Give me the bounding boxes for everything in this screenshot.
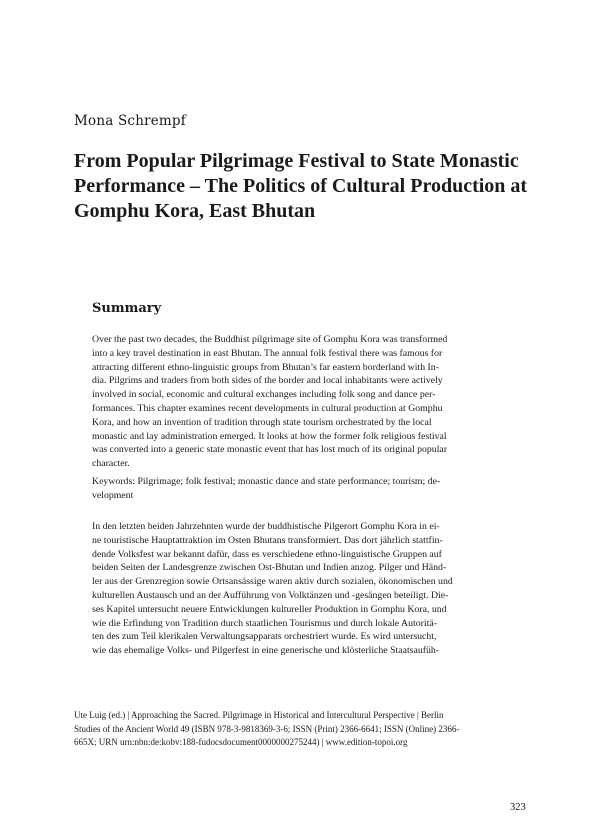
summary-heading: Summary: [92, 301, 162, 316]
citation-footer: [74, 709, 544, 750]
text-line: Over the past two decades, the Buddhist pilgrimage site of Gomphu Kora was transformed: [92, 334, 448, 345]
keywords-paragraph: [92, 475, 528, 503]
text-line: kulturellen Austausch und an der Aufführung von Volktänzen und -gesängen beteiligt. Die-: [92, 589, 449, 601]
text-line: ten des zum Teil klerikalen Verwaltungsapparats orchestriert wurde. Es wird untersucht,: [92, 631, 437, 643]
page-number: 323: [510, 802, 526, 813]
author-name: Mona Schrempf: [74, 113, 186, 129]
text-line: ne touristische Hauptattraktion im Osten Bhutans transformiert. Das dort jährlich stattfin-: [92, 534, 443, 546]
footer-line: Ute Luig (ed.) | Approaching the Sacred. Pilgrimage in Historical and Intercultural Perspective | Berlin: [74, 710, 444, 720]
text-line: was converted into a generic state monastic event that has lost much of its original popular: [92, 444, 448, 456]
text-line: Kora, and how an invention of tradition through state tourism orchestrated by the local: [92, 416, 432, 428]
title-line: Gomphu Kora, East Bhutan: [74, 200, 316, 222]
german-summary-paragraph: [92, 520, 528, 658]
text-line: wie das ehemalige Volks- und Pilgerfest in eine generische und klösterliche Staatsaufüh-: [92, 645, 440, 657]
text-line: formances. This chapter examines recent developments in cultural production at Gomphu: [92, 402, 443, 414]
text-line: ses Kapitel untersucht neuere Entwicklungen kultureller Produktion in Gomphu Kora, und: [92, 603, 447, 615]
text-line: wie die Erfindung von Tradition durch staatlichen Tourismus und durch lokale Autoritä-: [92, 617, 437, 629]
text-line: dia. Pilgrims and traders from both sides of the border and local inhabitants were actively: [92, 375, 443, 387]
text-line: attracting different ethno-linguistic groups from Bhutan’s far eastern borderland with In-: [92, 361, 439, 373]
text-line: ler aus der Grenzregion sowie Ortsansässige waren aktiv durch sozialen, ökonomischen und: [92, 576, 453, 588]
chapter-title: [74, 149, 544, 224]
footer-line: 665X; URN urn:nbn:de:kobv:188-fudocsdocument0000000275244) | www.edition-topoi.org: [74, 737, 408, 747]
text-line: beiden Seiten der Landesgrenze zwischen Ost-Bhutan und Indien anzog. Pilger und Händ-: [92, 562, 447, 574]
text-line: In den letzten beiden Jahrzehnten wurde der buddhistische Pilgerort Gomphu Kora in ei-: [92, 521, 440, 532]
text-line: involved in social, economic and cultural exchanges including folk song and dance per-: [92, 389, 436, 401]
text-line: Keywords: Pilgrimage; folk festival; monastic dance and state performance; tourism; de-: [92, 476, 441, 487]
title-line: Performance – The Politics of Cultural Production at: [74, 175, 528, 197]
summary-paragraph: [92, 333, 528, 471]
text-line: monastic and lay administration emerged. It looks at how the former folk religious festival: [92, 430, 447, 442]
text-line: velopment: [92, 489, 134, 501]
footer-line: Studies of the Ancient World 49 (ISBN 978-3-9818369-3-6; ISSN (Print) 2366-6641; ISSN (Online) 2366-: [74, 723, 460, 734]
title-line: From Popular Pilgrimage Festival to State Monastic: [74, 150, 519, 172]
text-line: into a key travel destination in east Bhutan. The annual folk festival there was famous for: [92, 347, 443, 359]
text-line: character.: [92, 458, 130, 470]
text-line: dende Volksfest war bekannt dafür, dass es verschiedene ethno-linguistische Gruppen auf: [92, 548, 442, 560]
